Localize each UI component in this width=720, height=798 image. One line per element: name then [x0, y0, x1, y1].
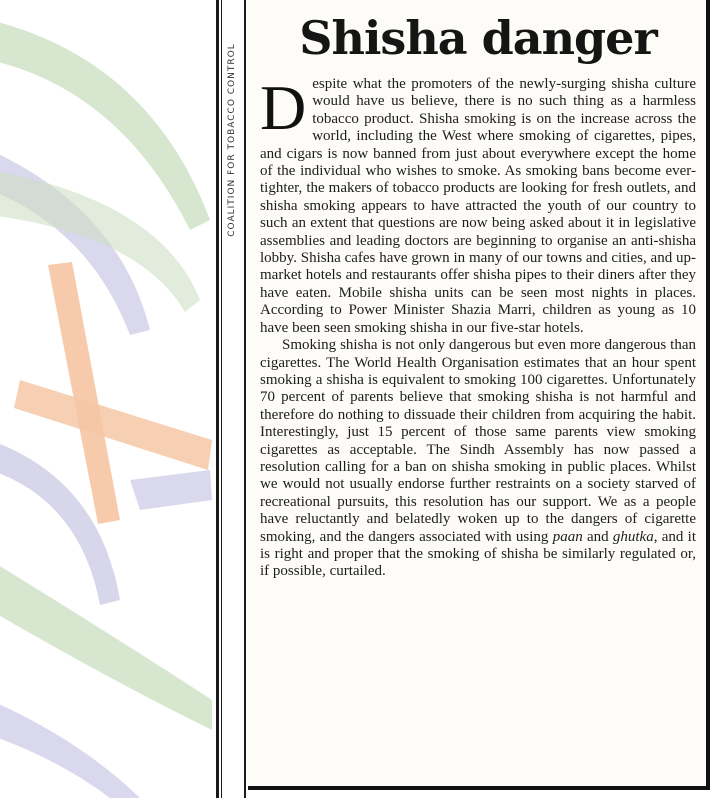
- divider-rule-outer: [216, 0, 219, 798]
- article-headline: Shisha danger: [299, 11, 657, 65]
- paragraph-2-and: and: [582, 528, 613, 545]
- logo-watermark: [0, 0, 216, 798]
- lavender-arc-bottom: [0, 700, 140, 798]
- divider-rule-right: [244, 0, 246, 798]
- lavender-block: [130, 470, 212, 510]
- sidebar-vertical-label: [222, 0, 242, 798]
- peach-stroke-horizontal: [14, 380, 212, 470]
- article-paragraph-1: [260, 72, 696, 337]
- newspaper-clipping: [248, 0, 710, 790]
- paragraph-2-text-a: Smoking shisha is not only dangerous but even more dangerous than cigarettes. The World Health Organisation estimates that an hour spent smoking a shisha is equivalent to smoking 100 cigarettes. Unfortunately 70 percent of parents believe that smoking shisha is not harmful and therefore do nothing to dissuade their children from acquiring the habit. Interestingly, just 15 percent of those same parents view smoking cigarettes as acceptable. The Sindh Assembly has now passed a resolution calling for a ban on shisha smoking in public places. Whilst we would not usually endorse further restraints on a society starved of recreational pursuits, this resolution has our support. We as a people have reluctantly and belatedly woken up to the dangers of cigarette smoking, and the dangers associated with using: [260, 337, 696, 545]
- paragraph-2-text-b: , and it is right and proper that the smoking of shisha be similarly regulated or, if possible, curtailed.: [260, 528, 696, 580]
- vertical-label-text: COALITION FOR TOBACCO CONTROL: [227, 43, 237, 237]
- drop-cap: D: [260, 72, 307, 143]
- watermark-graphic: [0, 0, 216, 798]
- ghutka-term: ghutka: [612, 528, 654, 545]
- paragraph-1-text: espite what the promoters of the newly-surging shisha culture would have us believe, there is no such thing as a harmless tobacco product. Shisha smoking is on the increase across the world, including the West where smoking of cigarettes, pipes, and cigars is now banned from just about everywhere except the home of the individual who wishes to smoke. As smoking bans become ever-tighter, the makers of tobacco products are looking for fresh outlets, and shisha smoking appears to have attracted the youth of our country to such an extent that questions are now being asked about it in legislative assemblies and leading doctors are beginning to organise an anti-shisha lobby. Shisha cafes have grown in many of our towns and cities, and up-market hotels and restaurants offer shisha pipes to their diners after they have eaten. Mobile shisha units can be seen most nights in places. According to Power Minister Shazia Marri, children as young as 10 have been seen smoking shisha in our five-star hotels.: [260, 76, 696, 336]
- paan-term: paan: [552, 528, 583, 545]
- article-paragraph-2: [260, 337, 696, 581]
